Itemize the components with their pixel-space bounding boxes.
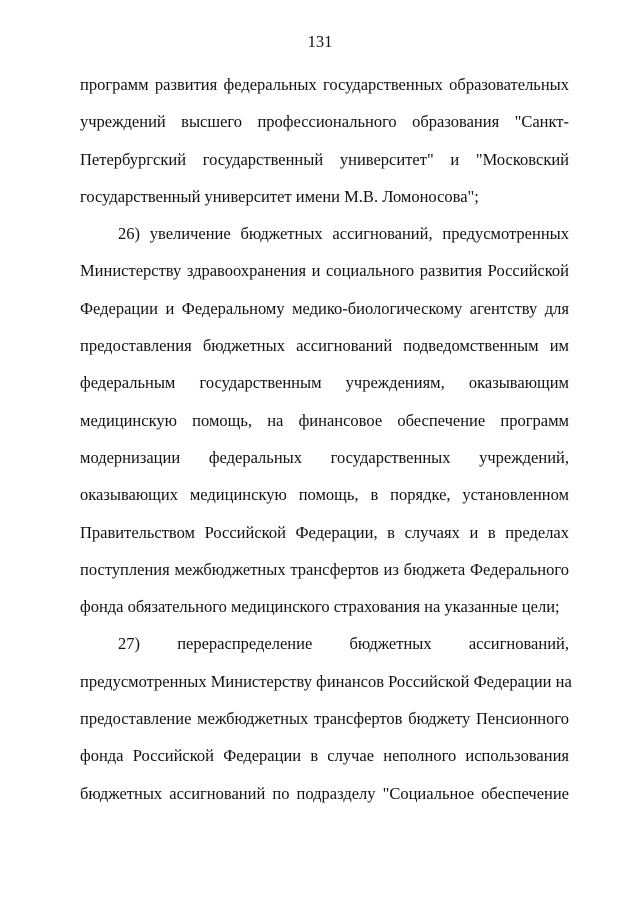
paragraph-26-start: 26) увеличение бюджетных ассигнований, предусмотренных (118, 224, 569, 244)
text-line: бюджетных ассигнований по подразделу "Социальное обеспечение (80, 783, 569, 803)
text-line: поступления межбюджетных трансфертов из бюджета Федерального (80, 559, 569, 579)
text-line: учреждений высшего профессионального образования "Санкт- (80, 112, 569, 132)
document-body (80, 66, 572, 812)
page-number: 131 (307, 32, 333, 51)
text-line: государственный университет имени М.В. Ломоносова"; (80, 186, 479, 206)
text-line: федеральным государственным учреждениям, оказывающим (80, 373, 569, 393)
text-line: предоставление межбюджетных трансфертов бюджету Пенсионного (80, 709, 569, 729)
text-line: Петербургский государственный университет" и "Московский (80, 149, 569, 169)
paragraph-27-start: 27) перераспределение бюджетных ассигнований, (118, 634, 569, 654)
text-line: Министерству здравоохранения и социального развития Российской (80, 261, 569, 281)
text-line: предоставления бюджетных ассигнований подведомственным им (80, 336, 569, 356)
text-line: модернизации федеральных государственных учреждений, (80, 447, 569, 467)
text-line: медицинскую помощь, на финансовое обеспечение программ (80, 410, 569, 430)
text-line: оказывающих медицинскую помощь, в порядке, установленном (80, 485, 569, 505)
text-line: Федерации и Федеральному медико-биологическому агентству для (80, 298, 569, 318)
text-line: фонда обязательного медицинского страхования на указанные цели; (80, 597, 560, 617)
text-line: фонда Российской Федерации в случае неполного использования (80, 746, 569, 766)
text-line: предусмотренных Министерству финансов Российской Федерации на (80, 671, 572, 691)
text-line: программ развития федеральных государственных образовательных (80, 75, 569, 94)
text-line: Правительством Российской Федерации, в случаях и в пределах (80, 522, 569, 542)
